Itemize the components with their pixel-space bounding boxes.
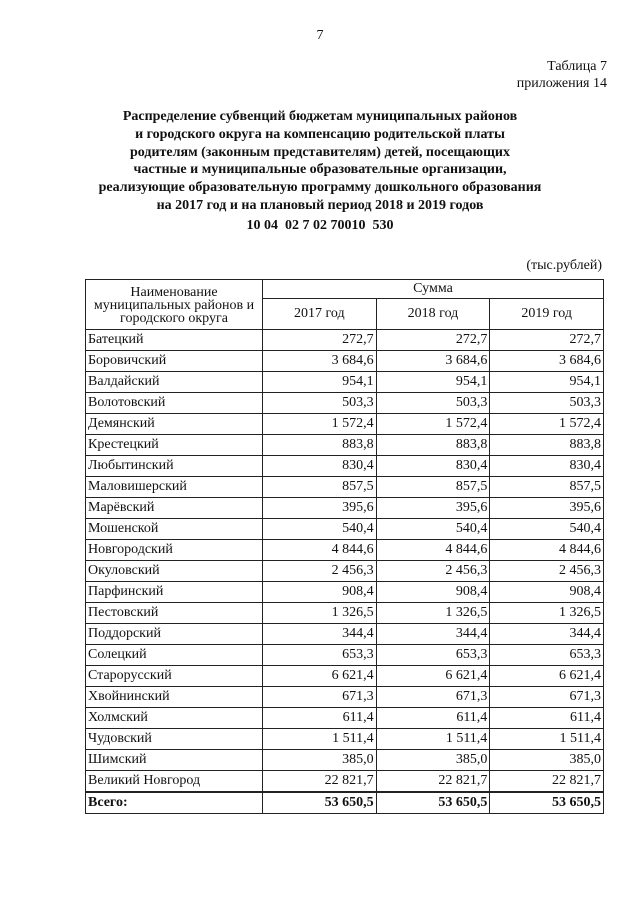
district-name: Старорусский <box>86 666 263 687</box>
title-line: родителям (законным представителям) детей, посещающих <box>130 144 510 160</box>
amount-cell: 6 621,4 <box>376 666 490 687</box>
table-row <box>86 330 604 351</box>
amount-cell: 4 844,6 <box>490 540 604 561</box>
amount-cell: 611,4 <box>263 708 377 729</box>
total-label: Всего: <box>86 792 263 814</box>
table-row <box>86 750 604 771</box>
table-row <box>86 729 604 750</box>
table-row <box>86 603 604 624</box>
table-row <box>86 372 604 393</box>
units-label: (тыс.рублей) <box>526 258 602 273</box>
table-row <box>86 519 604 540</box>
total-amount: 53 650,5 <box>490 792 604 814</box>
amount-cell: 2 456,3 <box>263 561 377 582</box>
amount-cell: 1 572,4 <box>490 414 604 435</box>
amount-cell: 540,4 <box>263 519 377 540</box>
title-line: реализующие образовательную программу дошкольного образования <box>98 180 542 196</box>
amount-cell: 908,4 <box>376 582 490 603</box>
table-row <box>86 393 604 414</box>
column-header-name: Наименование муниципальных районов и городского округа <box>86 280 263 330</box>
title-line: и городского округа на компенсацию родительской платы <box>135 126 505 142</box>
table-row <box>86 477 604 498</box>
amount-cell: 954,1 <box>376 372 490 393</box>
table-body <box>86 330 604 814</box>
district-name: Марёвский <box>86 498 263 519</box>
table-row <box>86 498 604 519</box>
district-name: Поддорский <box>86 624 263 645</box>
amount-cell: 344,4 <box>490 624 604 645</box>
table-ref-line1: Таблица 7 <box>547 59 607 74</box>
district-name: Валдайский <box>86 372 263 393</box>
district-name: Маловишерский <box>86 477 263 498</box>
district-name: Великий Новгород <box>86 771 263 793</box>
amount-cell: 3 684,6 <box>376 351 490 372</box>
amount-cell: 344,4 <box>263 624 377 645</box>
amount-cell: 1 511,4 <box>376 729 490 750</box>
table-row <box>86 708 604 729</box>
amount-cell: 1 572,4 <box>376 414 490 435</box>
table-row <box>86 771 604 793</box>
amount-cell: 2 456,3 <box>490 561 604 582</box>
amount-cell: 4 844,6 <box>263 540 377 561</box>
district-name: Волотовский <box>86 393 263 414</box>
amount-cell: 857,5 <box>376 477 490 498</box>
amount-cell: 503,3 <box>376 393 490 414</box>
table-header-row <box>86 280 604 299</box>
amount-cell: 653,3 <box>263 645 377 666</box>
amount-cell: 540,4 <box>376 519 490 540</box>
document-title <box>70 108 570 215</box>
district-name: Хвойнинский <box>86 687 263 708</box>
amount-cell: 503,3 <box>490 393 604 414</box>
table-row <box>86 687 604 708</box>
amount-cell: 3 684,6 <box>263 351 377 372</box>
district-name: Солецкий <box>86 645 263 666</box>
amount-cell: 385,0 <box>263 750 377 771</box>
column-header-year: 2018 год <box>376 299 490 330</box>
title-line: Распределение субвенций бюджетам муниципальных районов <box>122 109 518 124</box>
column-header-sum: Сумма <box>263 280 604 299</box>
amount-cell: 503,3 <box>263 393 377 414</box>
column-header-year: 2017 год <box>263 299 377 330</box>
amount-cell: 1 511,4 <box>263 729 377 750</box>
amount-cell: 671,3 <box>376 687 490 708</box>
amount-cell: 1 326,5 <box>376 603 490 624</box>
amount-cell: 1 511,4 <box>490 729 604 750</box>
total-row <box>86 792 604 814</box>
district-name: Пестовский <box>86 603 263 624</box>
amount-cell: 272,7 <box>490 330 604 351</box>
amount-cell: 830,4 <box>376 456 490 477</box>
amount-cell: 671,3 <box>490 687 604 708</box>
amount-cell: 908,4 <box>490 582 604 603</box>
table-row <box>86 645 604 666</box>
district-name: Новгородский <box>86 540 263 561</box>
table-row <box>86 456 604 477</box>
amount-cell: 395,6 <box>490 498 604 519</box>
amount-cell: 22 821,7 <box>263 771 377 793</box>
amount-cell: 395,6 <box>263 498 377 519</box>
total-amount: 53 650,5 <box>376 792 490 814</box>
column-header-year: 2019 год <box>490 299 604 330</box>
title-line: частные и муниципальные образовательные организации, <box>133 162 507 178</box>
amount-cell: 830,4 <box>490 456 604 477</box>
amount-cell: 22 821,7 <box>490 771 604 793</box>
district-name: Крестецкий <box>86 435 263 456</box>
table-row <box>86 351 604 372</box>
table-row <box>86 435 604 456</box>
district-name: Окуловский <box>86 561 263 582</box>
amount-cell: 954,1 <box>490 372 604 393</box>
amount-cell: 2 456,3 <box>376 561 490 582</box>
amount-cell: 857,5 <box>490 477 604 498</box>
table-row <box>86 540 604 561</box>
district-name: Батецкий <box>86 330 263 351</box>
page-number: 7 <box>316 28 324 43</box>
table-row <box>86 666 604 687</box>
budget-code: 10 04 02 7 02 70010 530 <box>246 218 394 233</box>
district-name: Шимский <box>86 750 263 771</box>
amount-cell: 1 572,4 <box>263 414 377 435</box>
district-name: Чудовский <box>86 729 263 750</box>
amount-cell: 272,7 <box>376 330 490 351</box>
amount-cell: 671,3 <box>263 687 377 708</box>
amount-cell: 272,7 <box>263 330 377 351</box>
amount-cell: 611,4 <box>376 708 490 729</box>
table-row <box>86 561 604 582</box>
district-name: Холмский <box>86 708 263 729</box>
table-row <box>86 624 604 645</box>
amount-cell: 3 684,6 <box>490 351 604 372</box>
amount-cell: 540,4 <box>490 519 604 540</box>
amount-cell: 6 621,4 <box>490 666 604 687</box>
amount-cell: 344,4 <box>376 624 490 645</box>
table-row <box>86 582 604 603</box>
amount-cell: 1 326,5 <box>490 603 604 624</box>
amount-cell: 6 621,4 <box>263 666 377 687</box>
district-name: Мошенской <box>86 519 263 540</box>
total-amount: 53 650,5 <box>263 792 377 814</box>
district-name: Демянский <box>86 414 263 435</box>
amount-cell: 385,0 <box>376 750 490 771</box>
amount-cell: 22 821,7 <box>376 771 490 793</box>
subsidy-table <box>85 279 604 814</box>
amount-cell: 653,3 <box>490 645 604 666</box>
table-row <box>86 414 604 435</box>
amount-cell: 857,5 <box>263 477 377 498</box>
amount-cell: 653,3 <box>376 645 490 666</box>
district-name: Любытинский <box>86 456 263 477</box>
amount-cell: 883,8 <box>490 435 604 456</box>
amount-cell: 954,1 <box>263 372 377 393</box>
district-name: Парфинский <box>86 582 263 603</box>
amount-cell: 395,6 <box>376 498 490 519</box>
title-line: на 2017 год и на плановый период 2018 и 2019 годов <box>156 197 484 213</box>
table-ref-line2: приложения 14 <box>516 76 607 91</box>
amount-cell: 4 844,6 <box>376 540 490 561</box>
amount-cell: 883,8 <box>263 435 377 456</box>
amount-cell: 385,0 <box>490 750 604 771</box>
district-name: Боровичский <box>86 351 263 372</box>
table-reference <box>517 58 607 92</box>
amount-cell: 1 326,5 <box>263 603 377 624</box>
amount-cell: 611,4 <box>490 708 604 729</box>
amount-cell: 830,4 <box>263 456 377 477</box>
amount-cell: 908,4 <box>263 582 377 603</box>
amount-cell: 883,8 <box>376 435 490 456</box>
